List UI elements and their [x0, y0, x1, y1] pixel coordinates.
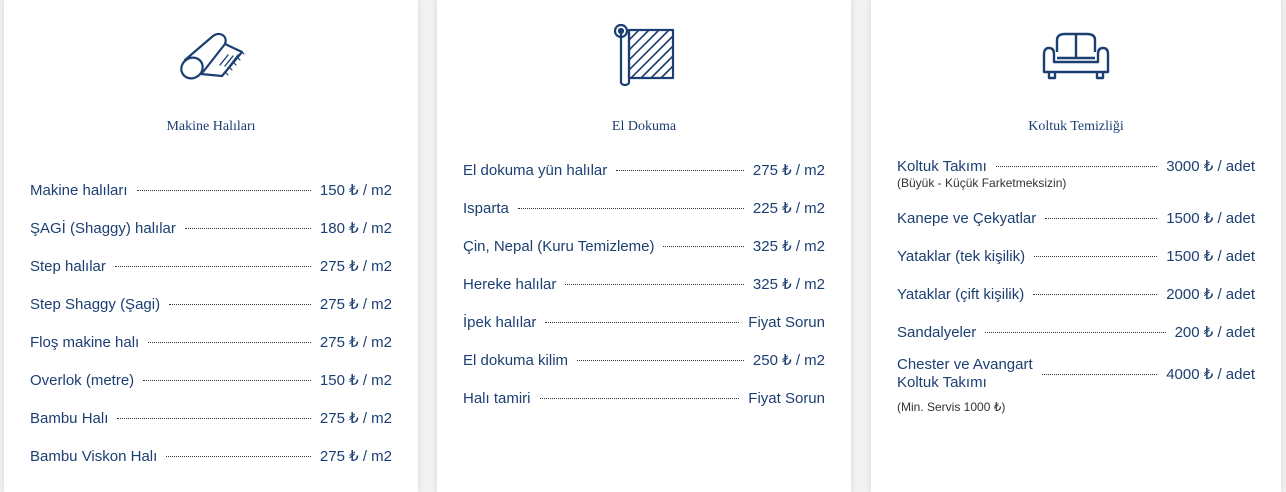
- price-items: [30, 171, 392, 475]
- list-item: [463, 151, 825, 189]
- item-price: 275 ₺ / m2: [319, 410, 392, 427]
- item-price: 250 ₺ / m2: [752, 352, 825, 369]
- item-name: El dokuma kilim: [463, 351, 569, 369]
- item-name: Isparta: [463, 199, 509, 217]
- dot-leader: [1045, 218, 1157, 219]
- item-price: 1500 ₺ / adet: [1166, 210, 1255, 227]
- item-price: 275 ₺ / m2: [319, 258, 392, 275]
- list-item: [897, 275, 1255, 313]
- item-price: 150 ₺ / m2: [319, 182, 392, 199]
- item-name: İpek halılar: [463, 313, 537, 331]
- item-name: [897, 356, 1033, 392]
- item-name: El dokuma yün halılar: [463, 161, 608, 179]
- item-name-line2: Koltuk Takımı: [897, 374, 987, 391]
- list-item: [30, 361, 392, 399]
- item-price: 1500 ₺ / adet: [1166, 248, 1255, 265]
- dot-leader: [518, 208, 744, 209]
- dot-leader: [1033, 294, 1157, 295]
- list-item: [30, 171, 392, 209]
- dot-leader: [185, 228, 311, 229]
- list-item: [463, 341, 825, 379]
- category-title: El Dokuma: [611, 119, 677, 134]
- item-price: 3000 ₺ / adet: [1166, 158, 1255, 175]
- category-card-sofa-cleaning: [871, 0, 1281, 492]
- price-items: [897, 151, 1255, 423]
- dot-leader: [540, 398, 740, 399]
- item-name: Çin, Nepal (Kuru Temizleme): [463, 237, 655, 255]
- item-price: 325 ₺ / m2: [752, 238, 825, 255]
- item-price: 200 ₺ / adet: [1174, 324, 1255, 341]
- list-item: [30, 285, 392, 323]
- item-price: 275 ₺ / m2: [319, 334, 392, 351]
- list-item: [30, 399, 392, 437]
- dot-leader: [996, 166, 1157, 167]
- list-item: [897, 313, 1255, 351]
- list-item: [463, 303, 825, 341]
- price-items: [463, 151, 825, 417]
- dot-leader: [663, 246, 743, 247]
- item-name: Step Shaggy (Şagi): [30, 295, 161, 313]
- dot-leader: [1042, 374, 1158, 375]
- dot-leader: [565, 284, 744, 285]
- category-title: Makine Halıları: [166, 119, 256, 134]
- item-price: 2000 ₺ / adet: [1166, 286, 1255, 303]
- dot-leader: [545, 322, 739, 323]
- dot-leader: [115, 266, 311, 267]
- dot-leader: [148, 342, 311, 343]
- item-name: ŞAGİ (Shaggy) halılar: [30, 219, 176, 237]
- item-price: Fiyat Sorun: [748, 313, 825, 331]
- item-price: 150 ₺ / m2: [319, 372, 392, 389]
- item-name: Koltuk Takımı: [897, 157, 987, 175]
- list-item: [30, 437, 392, 475]
- item-name: Step halılar: [30, 257, 106, 275]
- item-name: Kanepe ve Çekyatlar: [897, 209, 1037, 227]
- item-name: Bambu Halı: [30, 409, 109, 427]
- item-price: 325 ₺ / m2: [752, 276, 825, 293]
- category-card-machine-rugs: [4, 0, 418, 492]
- item-name-line1: Chester ve Avangart: [897, 356, 1033, 373]
- item-price: 275 ₺ / m2: [319, 448, 392, 465]
- item-name: Hereke halılar: [463, 275, 557, 293]
- item-price: 275 ₺ / m2: [752, 162, 825, 179]
- item-name: Halı tamiri: [463, 389, 531, 407]
- item-name: Yataklar (tek kişilik): [897, 247, 1026, 265]
- rolled-rug-icon: [176, 22, 246, 86]
- item-price: Fiyat Sorun: [748, 389, 825, 407]
- item-name: Overlok (metre): [30, 371, 135, 389]
- list-item: [897, 351, 1255, 397]
- item-price: 275 ₺ / m2: [319, 296, 392, 313]
- item-name: Makine halıları: [30, 181, 128, 199]
- list-item: [463, 227, 825, 265]
- item-name: Bambu Viskon Halı: [30, 447, 158, 465]
- dot-leader: [616, 170, 744, 171]
- dot-leader: [169, 304, 311, 305]
- list-item: [897, 237, 1255, 275]
- dot-leader: [137, 190, 311, 191]
- dot-leader: [1034, 256, 1157, 257]
- category-title: Koltuk Temizliği: [1028, 119, 1124, 134]
- item-price: 225 ₺ / m2: [752, 200, 825, 217]
- category-card-hand-woven: [437, 0, 851, 492]
- dot-leader: [577, 360, 744, 361]
- item-note: (Min. Servis 1000 ₺): [897, 400, 1006, 414]
- list-item: [30, 209, 392, 247]
- dot-leader: [985, 332, 1165, 333]
- list-item: [30, 323, 392, 361]
- hand-woven-rug-icon: [609, 22, 679, 86]
- dot-leader: [117, 418, 311, 419]
- item-price: 180 ₺ / m2: [319, 220, 392, 237]
- item-note: (Büyük - Küçük Farketmeksizin): [897, 176, 1067, 190]
- item-price: 4000 ₺ / adet: [1166, 366, 1255, 383]
- list-item: [897, 199, 1255, 237]
- item-name: Sandalyeler: [897, 323, 977, 341]
- list-item: [463, 189, 825, 227]
- item-name: Yataklar (çift kişilik): [897, 285, 1025, 303]
- list-item: [463, 265, 825, 303]
- list-item: [463, 379, 825, 417]
- list-item: [30, 247, 392, 285]
- dot-leader: [143, 380, 311, 381]
- item-name: Floş makine halı: [30, 333, 140, 351]
- dot-leader: [166, 456, 311, 457]
- sofa-icon: [1041, 22, 1111, 86]
